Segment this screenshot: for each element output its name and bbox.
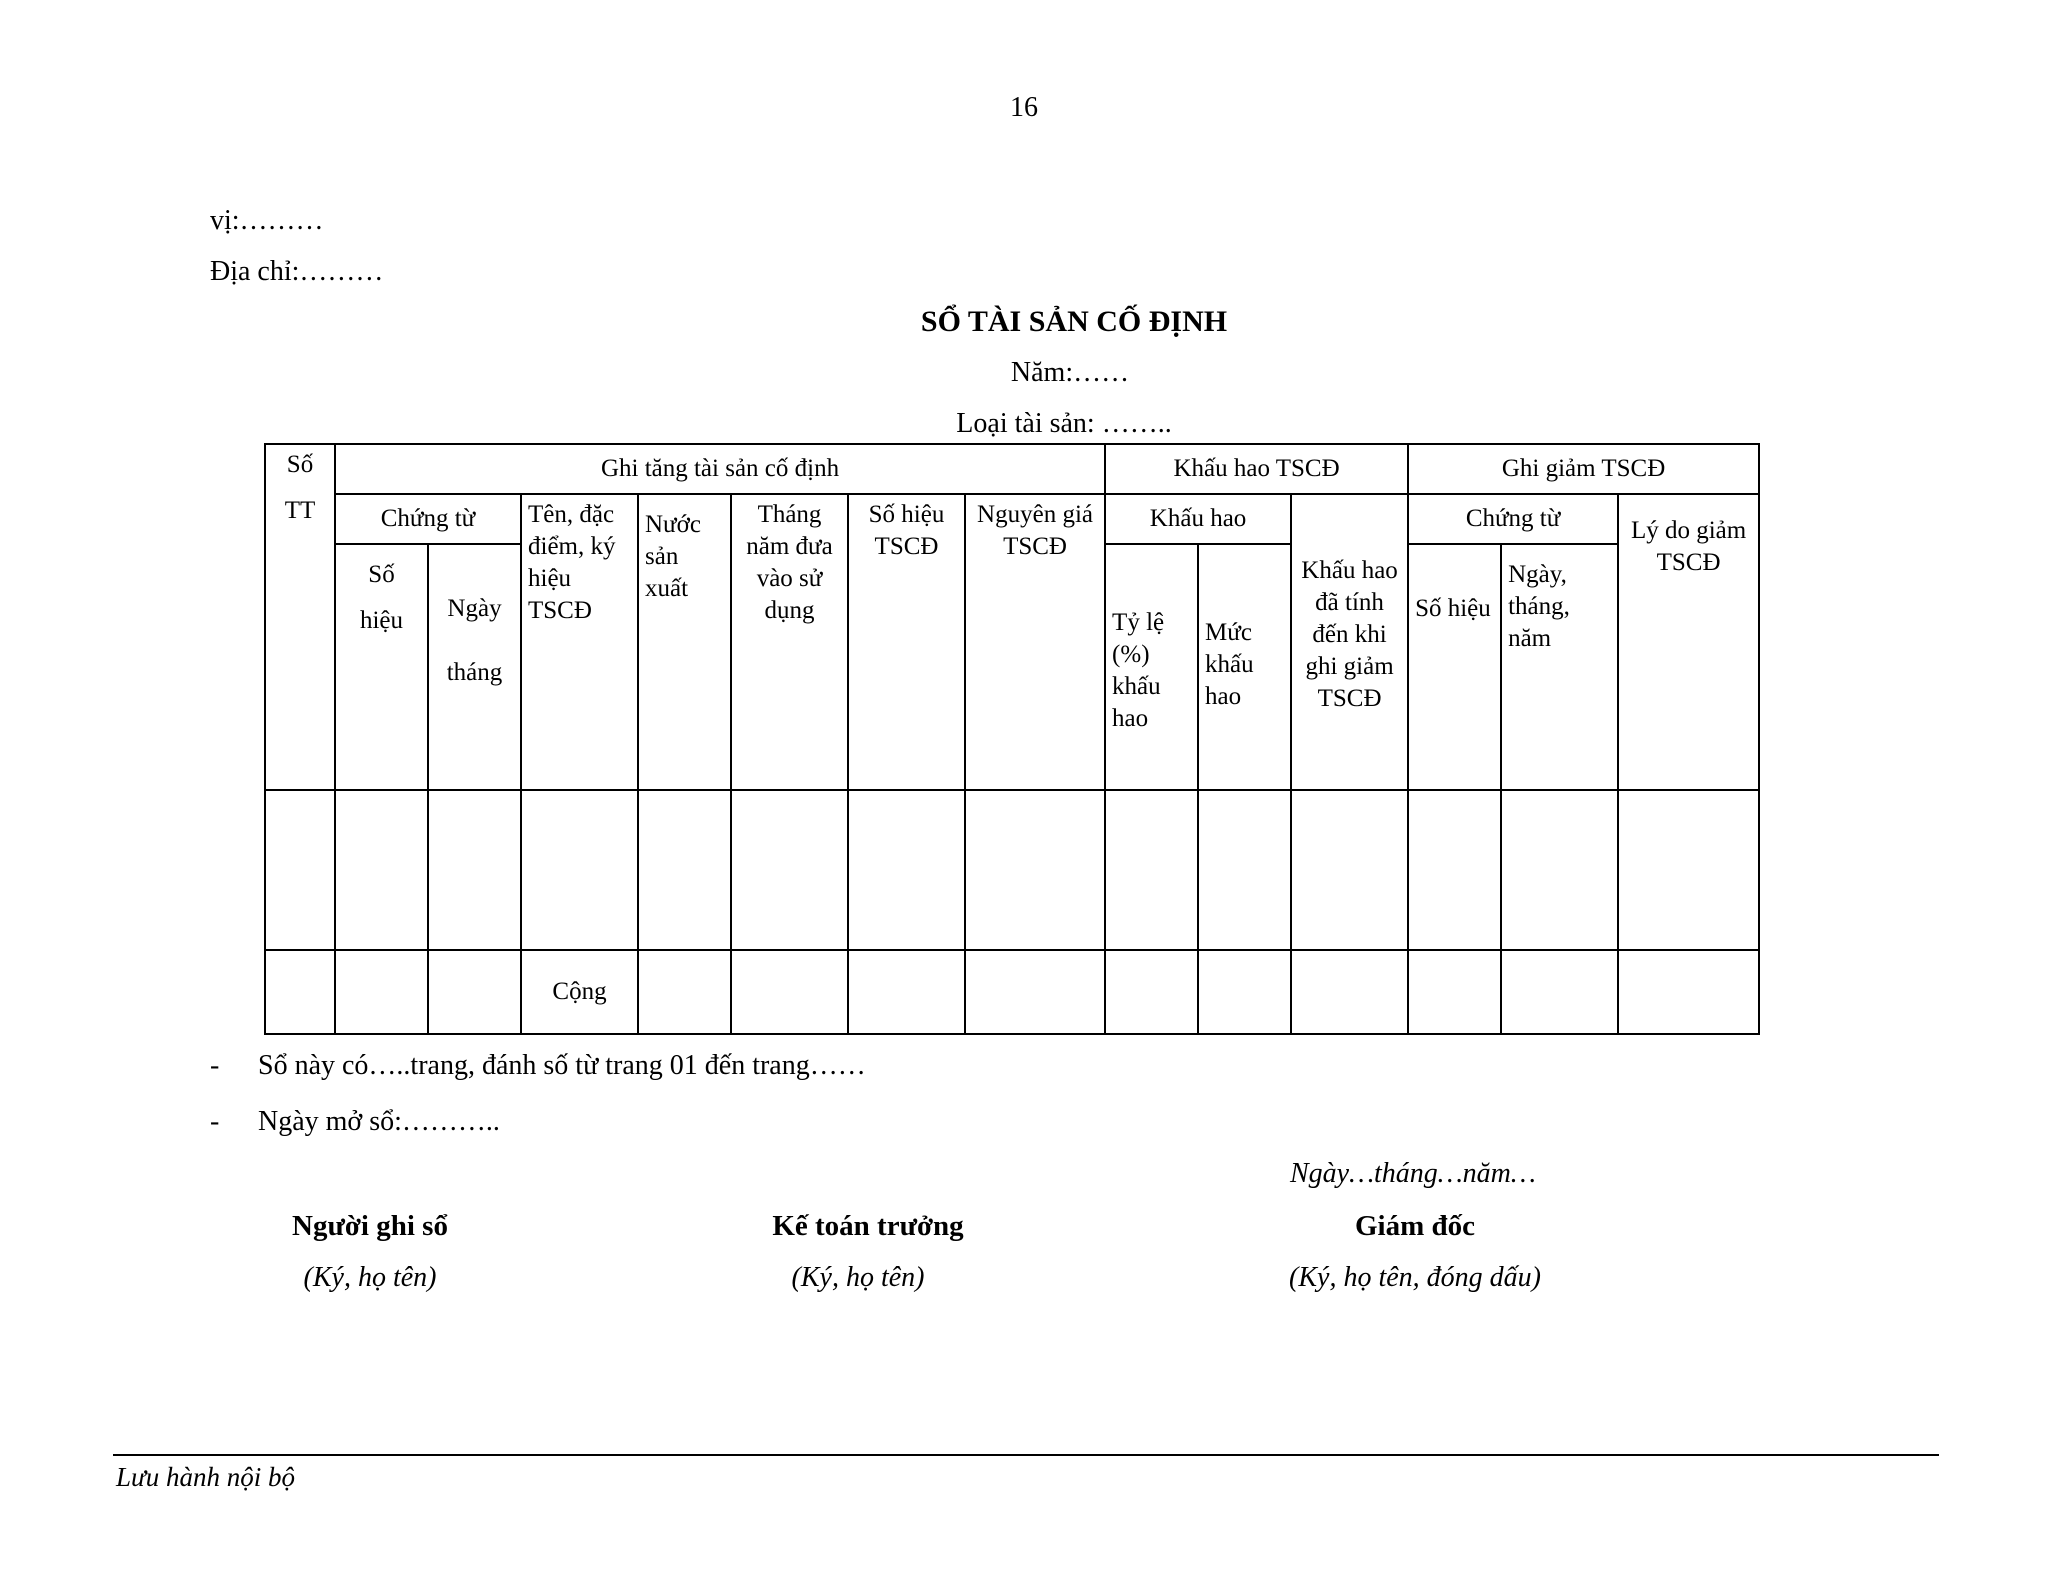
director-sign-hint: (Ký, họ tên, đóng dấu) (1289, 1262, 1541, 1293)
total-cell (1291, 950, 1408, 1034)
open-date-note: - Ngày mở sổ:……….. (210, 1106, 500, 1137)
data-cell (335, 790, 428, 950)
depreciation-rate-header: Tỷ lệ (%) khấu hao (1105, 544, 1198, 790)
accumulated-depreciation-header: Khấu hao đã tính đến khi ghi giảm TSCĐ (1291, 494, 1408, 790)
decrease-group-header: Ghi giảm TSCĐ (1408, 444, 1759, 494)
data-cell (521, 790, 638, 950)
voucher-number-header: Số hiệu (335, 544, 428, 790)
original-price-header: Nguyên giá TSCĐ (965, 494, 1105, 790)
chief-accountant-sign-hint: (Ký, họ tên) (791, 1262, 925, 1293)
country-header: Nước sản xuất (638, 494, 731, 790)
total-label: Cộng (521, 950, 638, 1034)
increase-group-header: Ghi tăng tài sản cố định (335, 444, 1105, 494)
data-cell (1198, 790, 1291, 950)
total-cell (965, 950, 1105, 1034)
data-cell (731, 790, 848, 950)
depreciation-amount-header: Mức khấu hao (1198, 544, 1291, 790)
asset-type-label: Loại tài sản: …….. (956, 408, 1172, 439)
total-cell (1105, 950, 1198, 1034)
decrease-date-header: Ngày, tháng, năm (1501, 544, 1618, 790)
voucher-date-header: Ngày tháng (428, 544, 521, 790)
address-label: Địa chỉ:……… (210, 256, 384, 287)
chief-accountant-title: Kế toán trưởng (772, 1210, 964, 1242)
total-cell (1618, 950, 1759, 1034)
data-cell (1618, 790, 1759, 950)
page-number: 16 (1010, 92, 1038, 123)
director-title: Giám đốc (1354, 1210, 1476, 1242)
data-cell (265, 790, 335, 950)
voucher-header: Chứng từ (335, 494, 521, 544)
fixed-asset-ledger-table (264, 443, 1760, 1035)
recorder-sign-hint: (Ký, họ tên) (303, 1262, 437, 1293)
recorder-title: Người ghi sổ (292, 1210, 448, 1242)
data-cell (428, 790, 521, 950)
total-cell (848, 950, 965, 1034)
data-cell (265, 950, 335, 1034)
unit-label: vị:……… (210, 205, 324, 236)
total-cell (638, 950, 731, 1034)
signature-date: Ngày…tháng…năm… (1290, 1158, 1536, 1189)
month-year-header: Tháng năm đưa vào sử dụng (731, 494, 848, 790)
total-cell (731, 950, 848, 1034)
data-cell (1291, 790, 1408, 950)
decrease-number-header: Số hiệu (1408, 544, 1501, 790)
data-cell (848, 790, 965, 950)
pages-note: - Sổ này có…..trang, đánh số từ trang 01 đến trang…… (210, 1050, 866, 1081)
document-title: SỔ TÀI SẢN CỐ ĐỊNH (920, 305, 1228, 338)
data-cell (1408, 790, 1501, 950)
footer-divider (113, 1454, 1939, 1456)
data-cell (1501, 790, 1618, 950)
stt-header: Số TT (265, 444, 335, 790)
data-cell (335, 950, 428, 1034)
asset-number-header: Số hiệu TSCĐ (848, 494, 965, 790)
footer-note: Lưu hành nội bộ (116, 1462, 295, 1492)
data-cell (1105, 790, 1198, 950)
decrease-voucher-header: Chứng từ (1408, 494, 1618, 544)
total-cell (1198, 950, 1291, 1034)
depreciation-subheader: Khấu hao (1105, 494, 1291, 544)
asset-name-header: Tên, đặc điểm, ký hiệu TSCĐ (521, 494, 638, 790)
depreciation-group-header: Khấu hao TSCĐ (1105, 444, 1408, 494)
total-cell (1501, 950, 1618, 1034)
reason-header: Lý do giảm TSCĐ (1618, 494, 1759, 790)
data-cell (428, 950, 521, 1034)
data-cell (965, 790, 1105, 950)
year-label: Năm:…… (1010, 357, 1130, 388)
data-cell (638, 790, 731, 950)
total-cell (1408, 950, 1501, 1034)
